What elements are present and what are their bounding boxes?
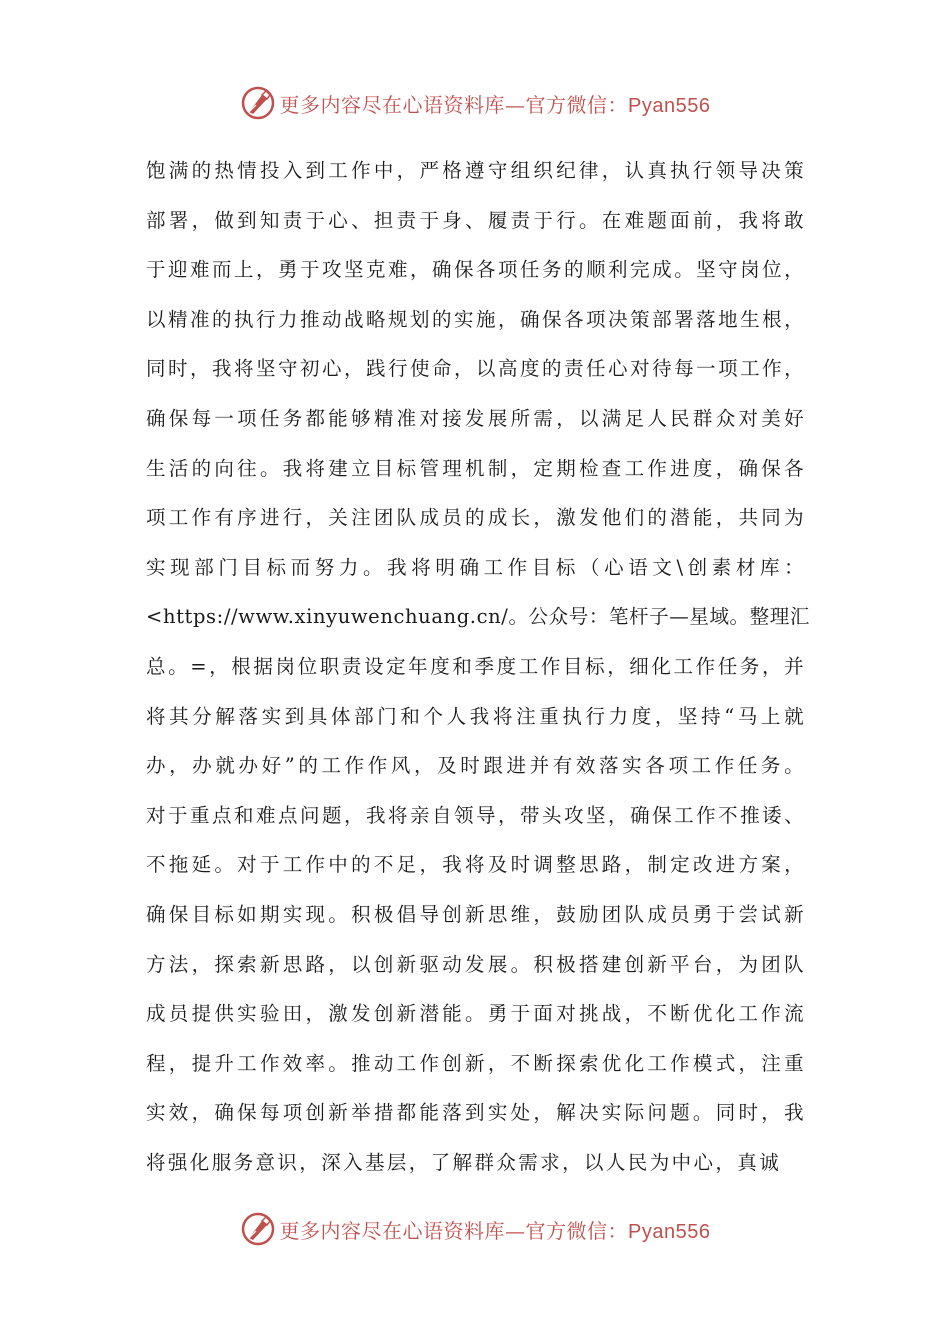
header-banner-text: 更多内容尽在心语资料库—官方微信：Pyan556	[279, 92, 711, 117]
body-line: 对于重点和难点问题，我将亲自领导，带头攻坚，确保工作不推诿、	[146, 803, 806, 827]
body-line: 以精准的执行力推动战略规划的实施，确保各项决策部署落地生根，	[146, 307, 806, 331]
body-line: 不拖延。对于工作中的不足，我将及时调整思路，制定改进方案，	[146, 853, 806, 877]
body-line-url: <https://www.xinyuwenchuang.cn/。公众号：笔杆子—星域。整理汇	[146, 605, 810, 629]
body-line: 确保目标如期实现。积极倡导创新思维，鼓励团队成员勇于尝试新	[146, 902, 806, 926]
body-line: 项工作有序进行，关注团队成员的成长，激发他们的潜能，共同为	[146, 506, 806, 530]
body-line: 同时，我将坚守初心，践行使命，以高度的责任心对待每一项工作，	[146, 357, 806, 381]
body-line: 程，提升工作效率。推动工作创新，不断探索优化工作模式，注重	[146, 1051, 806, 1075]
body-line: 方法，探索新思路，以创新驱动发展。积极搭建创新平台，为团队	[146, 952, 806, 976]
footer-banner-text: 更多内容尽在心语资料库—官方微信：Pyan556	[279, 1218, 711, 1243]
footer-wechat-id: Pyan556	[628, 1220, 711, 1243]
header-wechat-id: Pyan556	[628, 94, 711, 117]
document-body	[146, 146, 810, 1187]
body-line: 将强化服务意识，深入基层，了解群众需求，以人民为中心，真诚	[146, 1150, 782, 1174]
body-line: 生活的向往。我将建立目标管理机制，定期检查工作进度，确保各	[146, 456, 806, 480]
body-line: 办，办就办好”的工作作风，及时跟进并有效落实各项工作任务。	[146, 754, 806, 778]
body-line: 部署，做到知责于心、担责于身、履责于行。在难题面前，我将敢	[146, 208, 806, 232]
body-line: 确保每一项任务都能够精准对接发展所需，以满足人民群众对美好	[146, 406, 806, 430]
body-line: 将其分解落实到具体部门和个人我将注重执行力度，坚持“马上就	[146, 704, 806, 728]
body-line: 饱满的热情投入到工作中，严格遵守组织纪律，认真执行领导决策	[146, 159, 806, 182]
body-line: 于迎难而上，勇于攻坚克难，确保各项任务的顺利完成。坚守岗位，	[146, 258, 806, 282]
footer-banner	[0, 1209, 950, 1249]
body-line: 实现部门目标而努力。我将明确工作目标（心语文\创素材库：	[146, 555, 806, 579]
pen-nib-logo-icon	[240, 1211, 276, 1247]
header-banner	[0, 83, 950, 123]
body-line: 总。=，根据岗位职责设定年度和季度工作目标，细化工作任务，并	[146, 654, 806, 678]
body-line: 成员提供实验田，激发创新潜能。勇于面对挑战，不断优化工作流	[146, 1002, 806, 1026]
body-line: 实效，确保每项创新举措都能落到实处，解决实际问题。同时，我	[146, 1101, 806, 1125]
pen-nib-logo-icon	[240, 85, 276, 121]
